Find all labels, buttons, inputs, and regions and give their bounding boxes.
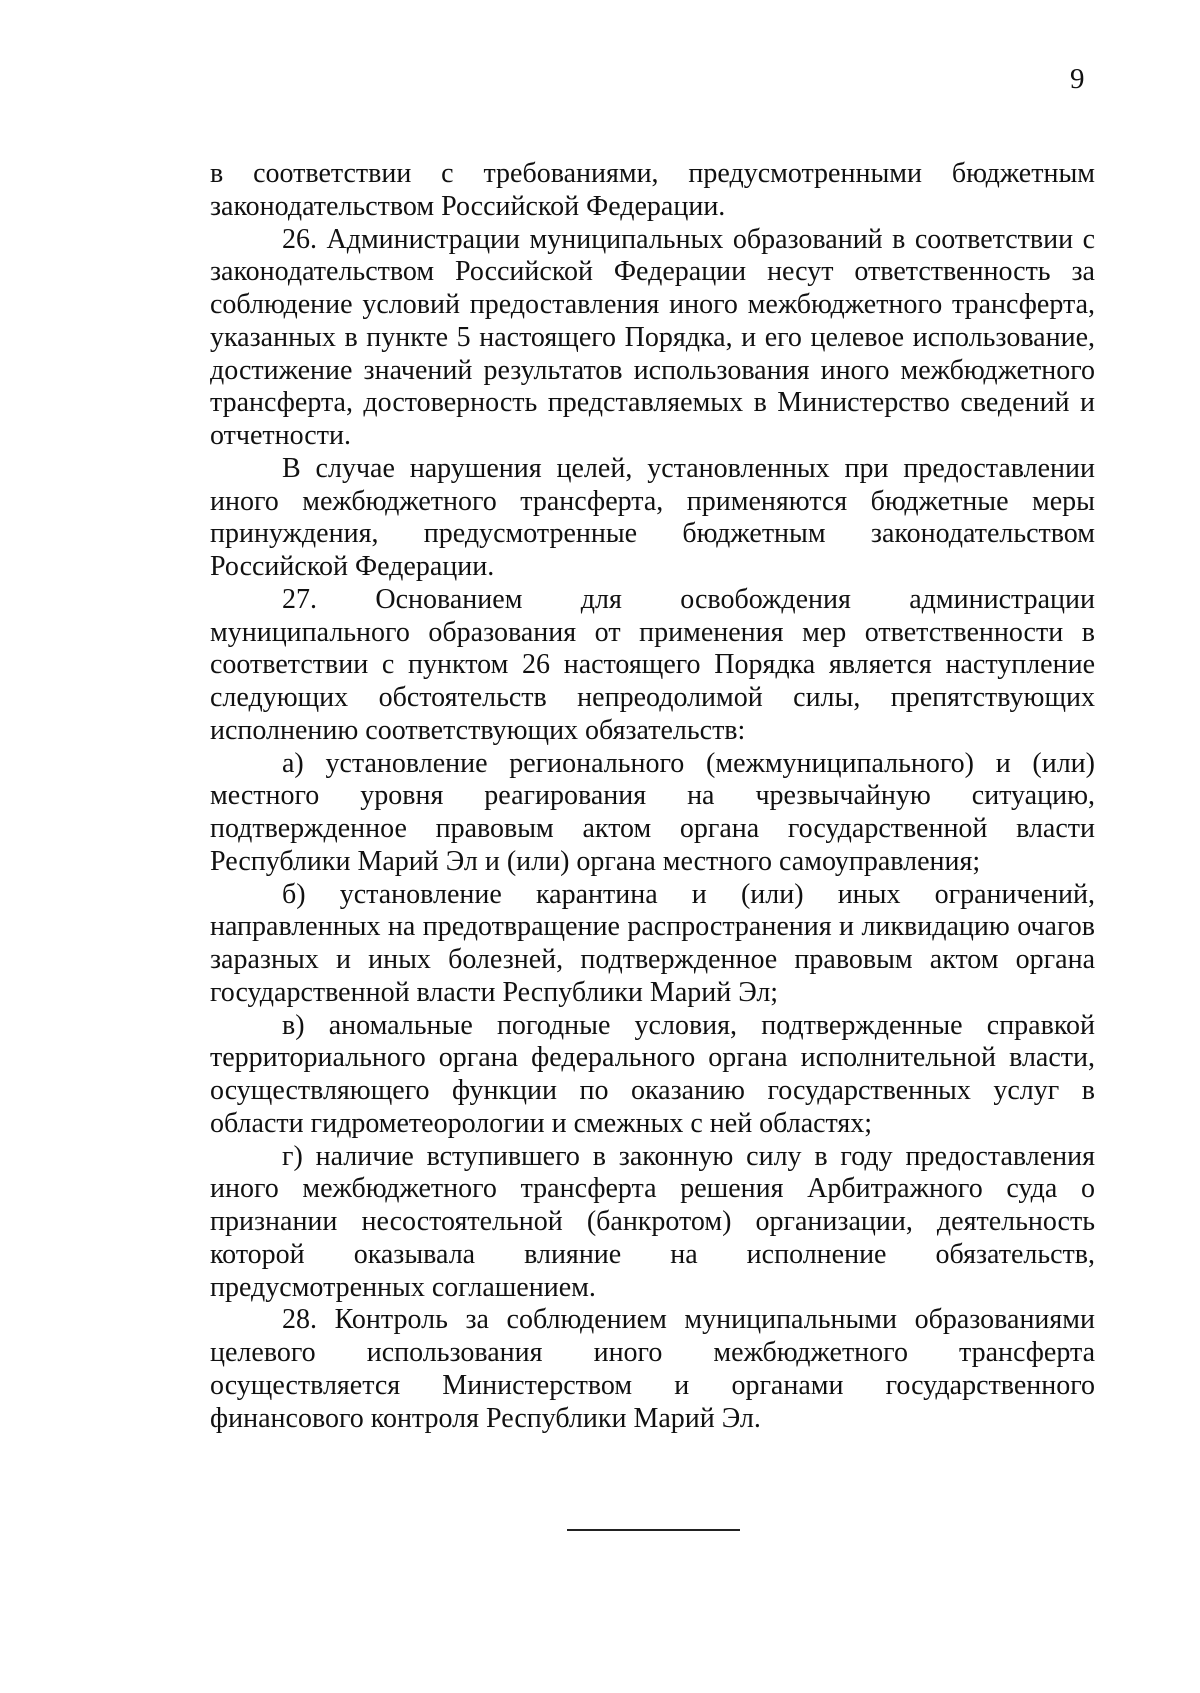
paragraph-subitem-b: б) установление карантина и (или) иных ограничений, направленных на предотвращение распространения и ликвидацию очагов заразных и иных болезней, подтвержденное правовым актом органа государственной власти Республики Марий Эл;	[210, 878, 1095, 1008]
paragraph-continuation: в соответствии с требованиями, предусмотренными бюджетным законодательством Российской Федерации.	[210, 158, 1095, 222]
paragraph-item-27: 27. Основанием для освобождения администрации муниципального образования от применения мер ответственности в соответствии с пунктом 26 настоящего Порядка является наступление следующих обстоятельств непреодолимой силы, препятствующих исполнению соответствующих обязательств:	[210, 583, 1095, 746]
paragraph-subitem-g: г) наличие вступившего в законную силу в году предоставления иного межбюджетного трансферта решения Арбитражного суда о признании несостоятельной (банкротом) организации, деятельность которой оказывала влияние на исполнение обязательств, предусмотренных соглашением.	[210, 1140, 1095, 1303]
paragraph-item-26: 26. Администрации муниципальных образований в соответствии с законодательством Российской Федерации несут ответственность за соблюдение условий предоставления иного межбюджетного трансферта, указанных в пункте 5 настоящего Порядка, и его целевое использование, достижение значений результатов использования иного межбюджетного трансферта, достоверность представляемых в Министерство сведений и отчетности.	[210, 223, 1095, 451]
paragraph-subitem-v: в) аномальные погодные условия, подтвержденные справкой территориального органа федерального органа исполнительной власти, осуществляющего функции по оказанию государственных услуг в области гидрометеорологии и смежных с ней областях;	[210, 1009, 1095, 1139]
page-number: 9	[1070, 63, 1085, 95]
end-divider-line	[567, 1529, 740, 1531]
paragraph-subitem-a: а) установление регионального (межмуниципального) и (или) местного уровня реагирования на чрезвычайную ситуацию, подтвержденное правовым актом органа государственной власти Республики Марий Эл и (или) органа местного самоуправления;	[210, 747, 1095, 877]
paragraph-item-28: 28. Контроль за соблюдением муниципальными образованиями целевого использования иного межбюджетного трансферта осуществляется Министерством и органами государственного финансового контроля Республики Марий Эл.	[210, 1304, 1095, 1434]
paragraph-violation-measures: В случае нарушения целей, установленных при предоставлении иного межбюджетного трансферта, применяются бюджетные меры принуждения, предусмотренные бюджетным законодательством Российской Федерации.	[210, 452, 1095, 582]
document-body	[210, 158, 1095, 1435]
